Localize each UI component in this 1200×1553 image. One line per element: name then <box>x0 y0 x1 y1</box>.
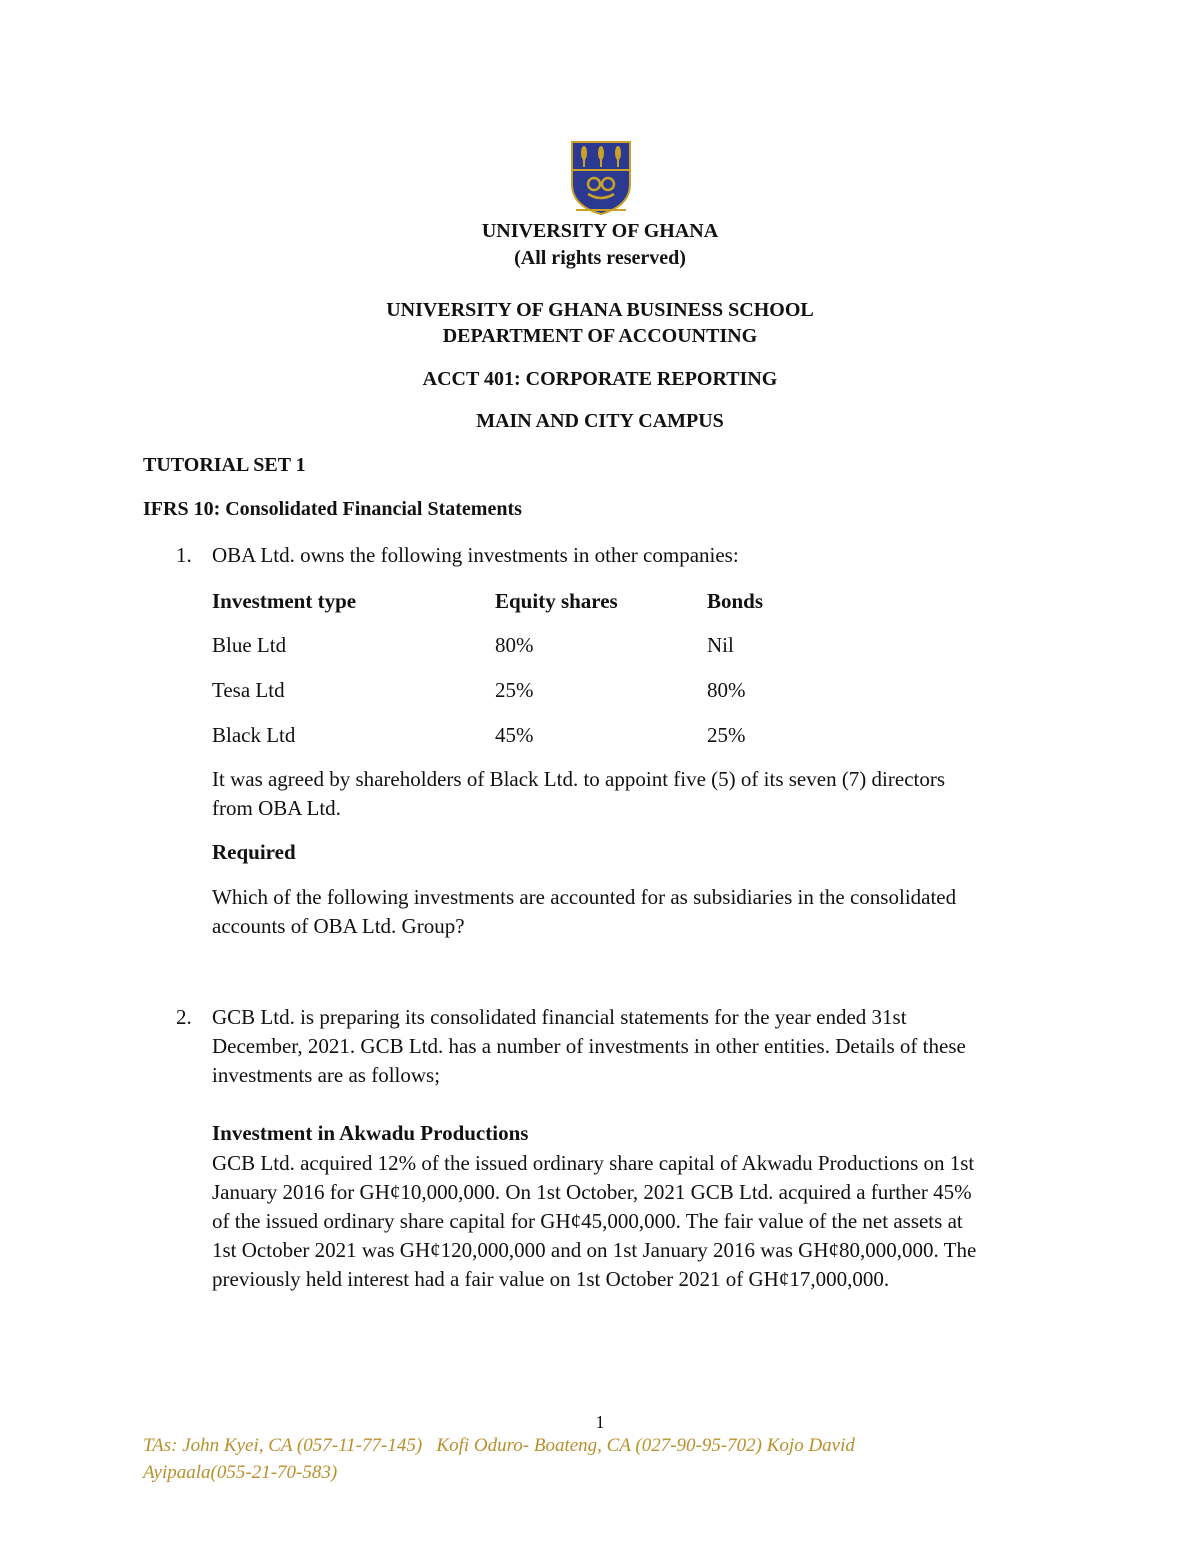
topic-heading: IFRS 10: Consolidated Financial Statements <box>143 498 522 520</box>
q1-intro: OBA Ltd. owns the following investments in other companies: <box>212 543 739 567</box>
q1-required-label: Required <box>212 840 296 864</box>
department-name: DEPARTMENT OF ACCOUNTING <box>442 325 758 347</box>
university-name: UNIVERSITY OF GHANA <box>481 220 719 242</box>
table-cell-equity: 25% <box>495 678 534 702</box>
table-cell-company: Black Ltd <box>212 723 296 747</box>
tutorial-title: TUTORIAL SET 1 <box>143 454 306 476</box>
table-header-bonds: Bonds <box>707 589 764 613</box>
university-crest <box>570 140 632 216</box>
footer-line2: Ayipaala(055-21-70-583) <box>143 1462 338 1483</box>
rights-notice: (All rights reserved) <box>514 247 686 269</box>
school-name: UNIVERSITY OF GHANA BUSINESS SCHOOL <box>386 299 814 321</box>
table-cell-bonds: Nil <box>707 633 734 657</box>
course-title: ACCT 401: CORPORATE REPORTING <box>422 368 778 390</box>
table-cell-company: Tesa Ltd <box>212 678 285 702</box>
q1-note-line2: from OBA Ltd. <box>212 796 341 820</box>
q2-intro-line1: GCB Ltd. is preparing its consolidated financial statements for the year ended 31st <box>212 1005 907 1029</box>
q2-intro-line2: December, 2021. GCB Ltd. has a number of investments in other entities. Details of these <box>212 1034 966 1058</box>
q1-number: 1. <box>176 543 192 567</box>
table-cell-company: Blue Ltd <box>212 633 287 657</box>
q1-question-line1: Which of the following investments are accounted for as subsidiaries in the consolidated <box>212 885 957 909</box>
q2-subheading: Investment in Akwadu Productions <box>212 1121 529 1145</box>
table-cell-equity: 80% <box>495 633 534 657</box>
q2-body-line: 1st October 2021 was GH¢120,000,000 and on 1st January 2016 was GH¢80,000,000. The <box>212 1238 977 1262</box>
q2-body-line: of the issued ordinary share capital for GH¢45,000,000. The fair value of the net assets at <box>212 1209 963 1233</box>
table-cell-bonds: 80% <box>707 678 746 702</box>
table-header-investment-type: Investment type <box>212 589 357 613</box>
q2-body-line: January 2016 for GH¢10,000,000. On 1st October, 2021 GCB Ltd. acquired a further 45% <box>212 1180 972 1204</box>
q1-question-line2: accounts of OBA Ltd. Group? <box>212 914 465 938</box>
table-cell-bonds: 25% <box>707 723 746 747</box>
table-header-equity-shares: Equity shares <box>495 589 618 613</box>
q2-body-line: previously held interest had a fair value on 1st October 2021 of GH¢17,000,000. <box>212 1267 890 1291</box>
q2-number: 2. <box>176 1005 192 1029</box>
page-number: 1 <box>595 1412 605 1432</box>
campus-name: MAIN AND CITY CAMPUS <box>476 410 724 432</box>
q2-intro-line3: investments are as follows; <box>212 1063 441 1087</box>
footer-line1: TAs: John Kyei, CA (057-11-77-145) Kofi Oduro- Boateng, CA (027-90-95-702) Kojo David <box>143 1435 855 1456</box>
table-cell-equity: 45% <box>495 723 534 747</box>
crest-emblem-icon <box>570 140 632 216</box>
q1-note-line1: It was agreed by shareholders of Black Ltd. to appoint five (5) of its seven (7) directors <box>212 767 946 791</box>
q2-body-line: GCB Ltd. acquired 12% of the issued ordinary share capital of Akwadu Productions on 1st <box>212 1151 975 1175</box>
